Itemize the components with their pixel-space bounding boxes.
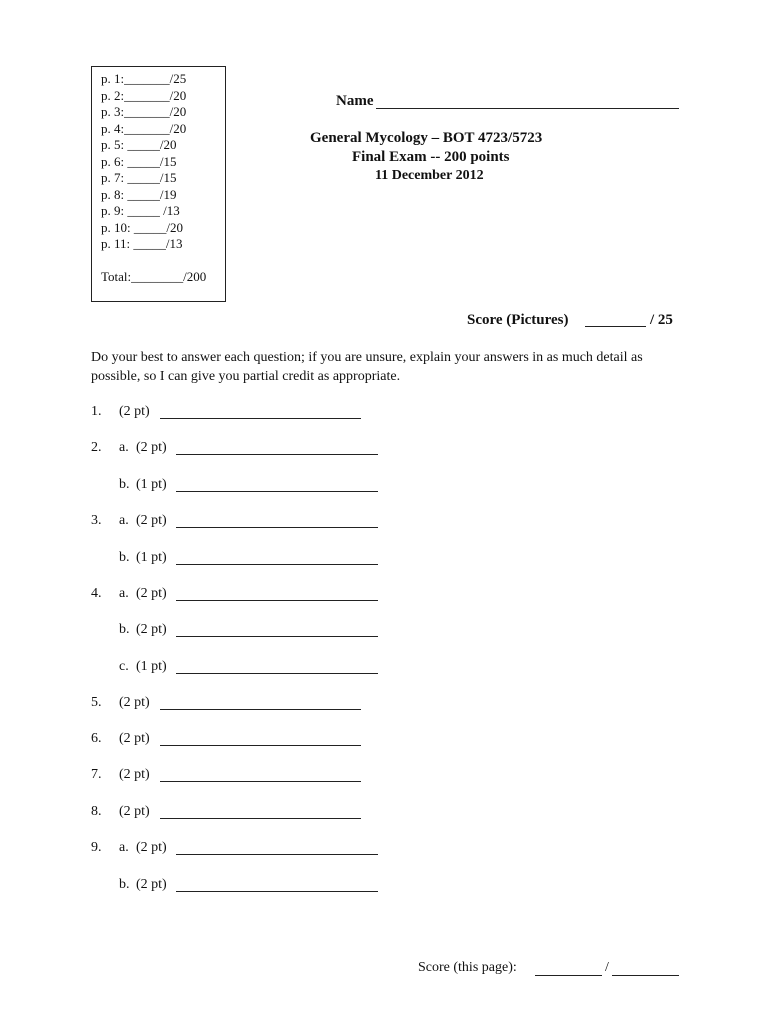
answer-field[interactable] [160, 818, 361, 819]
answer-field[interactable] [176, 636, 378, 637]
page-score-label: Score (this page): [418, 960, 517, 975]
score-row: p. 8: _____/19 [101, 186, 177, 202]
page-score-total-field[interactable] [612, 975, 679, 976]
question-points: (2 pt) [136, 622, 167, 637]
score-row: p. 10: _____/20 [101, 219, 183, 235]
page-score-box [91, 66, 226, 302]
question-points: (2 pt) [136, 513, 167, 528]
question-points: (2 pt) [119, 695, 150, 710]
question-number: 5. [91, 695, 102, 710]
score-row: p. 9: _____ /13 [101, 203, 180, 218]
name-field[interactable] [376, 108, 679, 109]
instructions: Do your best to answer each question; if you are unsure, explain your answers in as much detail as possible, so I can give you partial credit as appropriate. [91, 350, 643, 384]
answer-field[interactable] [176, 527, 378, 528]
question-points: (2 pt) [119, 731, 150, 746]
score-pictures-label: Score (Pictures) [467, 312, 569, 328]
score-row: p. 6: _____/15 [101, 153, 177, 169]
page-score-slash: / [605, 960, 609, 975]
question-number: 2. [91, 440, 102, 455]
question-number: 8. [91, 804, 102, 819]
question-points: (1 pt) [136, 550, 167, 565]
question-number: 6. [91, 731, 102, 746]
score-row: p. 1:_______/25 [101, 71, 187, 86]
answer-field[interactable] [160, 781, 361, 782]
answer-field[interactable] [176, 600, 378, 601]
question-points: (2 pt) [136, 440, 167, 455]
question-points: (2 pt) [119, 404, 150, 419]
course-title: General Mycology – BOT 4723/5723 [310, 130, 543, 146]
score-row: p. 2:_______/20 [101, 87, 187, 103]
score-row: p. 5: _____/20 [101, 137, 177, 152]
score-pictures-field[interactable] [585, 326, 646, 327]
question-number: 3. [91, 513, 102, 528]
score-total: Total:________/200 [101, 268, 207, 284]
question-sub-letter: a. [119, 513, 129, 528]
answer-field[interactable] [176, 891, 378, 892]
question-points: (2 pt) [119, 804, 150, 819]
question-sub-letter: a. [119, 440, 129, 455]
question-number: 4. [91, 586, 102, 601]
question-sub-letter: b. [119, 550, 130, 565]
question-points: (2 pt) [136, 877, 167, 892]
score-row: p. 3:_______/20 [101, 104, 187, 119]
answer-field[interactable] [160, 709, 361, 710]
question-sub-letter: a. [119, 586, 129, 601]
exam-title: Final Exam -- 200 points [352, 149, 510, 165]
question-sub-letter: b. [119, 477, 130, 492]
question-points: (2 pt) [136, 586, 167, 601]
answer-field[interactable] [176, 673, 378, 674]
question-number: 1. [91, 404, 102, 419]
question-points: (2 pt) [136, 840, 167, 855]
question-sub-letter: b. [119, 877, 130, 892]
question-sub-letter: c. [119, 659, 129, 674]
question-number: 7. [91, 767, 102, 782]
answer-field[interactable] [176, 491, 378, 492]
question-points: (1 pt) [136, 477, 167, 492]
page-score-field[interactable] [535, 975, 602, 976]
question-points: (1 pt) [136, 659, 167, 674]
score-pictures-total: / 25 [650, 312, 673, 328]
exam-date: 11 December 2012 [375, 168, 484, 183]
question-number: 9. [91, 840, 102, 855]
answer-field[interactable] [160, 745, 361, 746]
question-points: (2 pt) [119, 767, 150, 782]
score-row: p. 7: _____/15 [101, 170, 177, 185]
answer-field[interactable] [176, 454, 378, 455]
answer-field[interactable] [176, 564, 378, 565]
name-label: Name [336, 93, 374, 109]
question-sub-letter: a. [119, 840, 129, 855]
question-sub-letter: b. [119, 622, 130, 637]
score-row: p. 4:_______/20 [101, 120, 187, 136]
answer-field[interactable] [160, 418, 361, 419]
answer-field[interactable] [176, 854, 378, 855]
score-row: p. 11: _____/13 [101, 236, 183, 251]
